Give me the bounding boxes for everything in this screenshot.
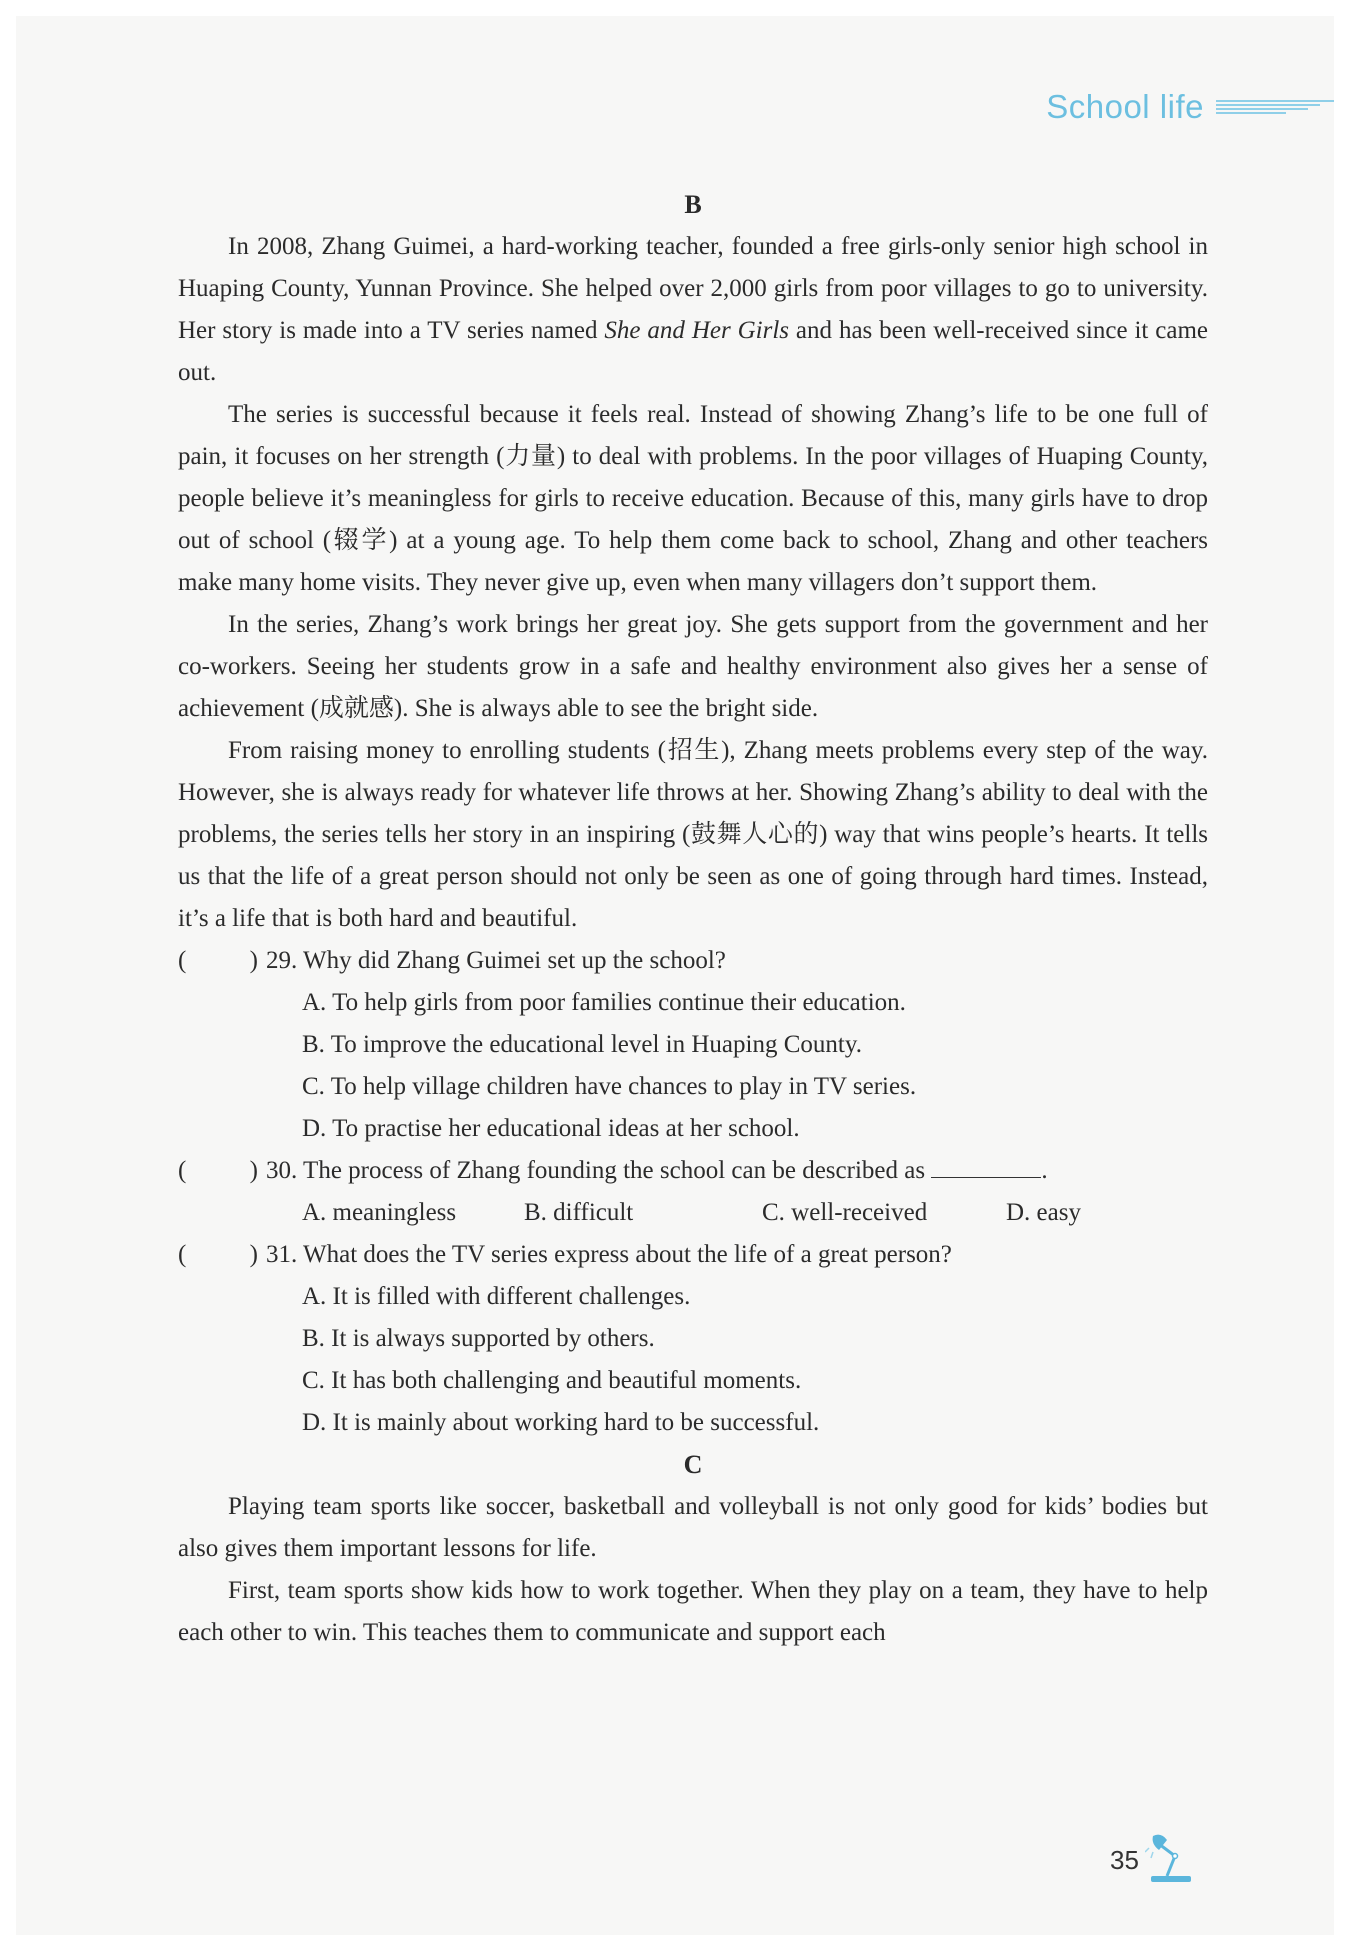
section-b-paragraph-3: In the series, Zhang’s work brings her great joy. She gets support from the government and her co-workers. Seeing her students grow in a safe and healthy environment also gives her a sense of achievement (成就感). She is always able to see the bright side.: [178, 611, 1208, 722]
header-decoration-lines: [1216, 98, 1334, 116]
section-b-paragraph-4: From raising money to enrolling students (招生), Zhang meets problems every step of the way. However, she is always ready for whatever life throws at her. Showing Zhang’s ability to deal with the problems, the series tells her story in an inspiring (鼓舞人心的) way that wins people’s hearts. It tells us that the life of a great person should not only be seen as one of going through hard times. Instead, it’s a life that is both hard and beautiful.: [178, 737, 1208, 932]
q30-options-row: [178, 1192, 1208, 1234]
section-b-paragraph-2: The series is successful because it feels real. Instead of showing Zhang’s life to be one full of pain, it focuses on her strength (力量) to deal with problems. In the poor villages of Huaping County, people believe it’s meaningless for girls to receive education. Because of this, many girls have to drop out of school (辍学) at a young age. To help them come back to school, Zhang and other teachers make many home visits. They never give up, even when many villagers don’t support them.: [178, 401, 1208, 596]
question-29: [178, 940, 1208, 982]
page-footer: [1110, 1830, 1197, 1891]
q30-option-c: C. well-received: [762, 1199, 928, 1226]
question-30: [178, 1150, 1208, 1192]
section-title: School life: [1046, 88, 1204, 125]
fill-in-blank-line[interactable]: [931, 1151, 1041, 1178]
q31-option-d: D. It is mainly about working hard to be successful.: [302, 1409, 820, 1436]
question-30-text: 30. The process of Zhang founding the school can be described as: [266, 1157, 926, 1184]
answer-blank-30[interactable]: ( ): [178, 1157, 258, 1184]
q31-option-b: B. It is always supported by others.: [302, 1325, 655, 1352]
q29-option-c: C. To help village children have chances to play in TV series.: [302, 1073, 917, 1100]
q29-option-a: A. To help girls from poor families continue their education.: [302, 989, 906, 1016]
section-c-heading: C: [683, 1450, 703, 1479]
q31-option-c: C. It has both challenging and beautiful moments.: [302, 1367, 802, 1394]
section-b-heading: B: [684, 190, 702, 219]
question-31-text: 31. What does the TV series express about the life of a great person?: [266, 1241, 952, 1268]
q31-option-a: A. It is filled with different challenges.: [302, 1283, 691, 1310]
section-c-paragraph-2: First, team sports show kids how to work together. When they play on a team, they have to help each other to win. This teaches them to communicate and support each: [178, 1577, 1208, 1646]
page-header: [1046, 88, 1334, 126]
q29-option-d: D. To practise her educational ideas at her school.: [302, 1115, 800, 1142]
q30-option-d: D. easy: [1006, 1199, 1081, 1226]
p1-text-start: In 2008, Zhang Guimei, a hard-working teacher, founded a free girls-only senior high school in Huaping County, Yunnan Province. She helped over 2,000 girls from poor villages to go to university. Her story is made into a TV series named: [178, 233, 1208, 344]
question-29-text: 29. Why did Zhang Guimei set up the school?: [266, 947, 726, 974]
q30-option-b: B. difficult: [524, 1199, 634, 1226]
answer-blank-31[interactable]: ( ): [178, 1241, 258, 1268]
question-30-end-punct: .: [1041, 1157, 1048, 1184]
q29-option-b: B. To improve the educational level in Huaping County.: [302, 1031, 862, 1058]
desk-lamp-icon: [1145, 1830, 1197, 1891]
p1-text-end: and has been well-received since it came out.: [178, 317, 1208, 386]
tv-series-title: She and Her Girls: [604, 317, 790, 344]
section-c-paragraph-1: Playing team sports like soccer, basketball and volleyball is not only good for kids’ bodies but also gives them important lessons for life.: [178, 1493, 1208, 1562]
q30-option-a: A. meaningless: [302, 1199, 457, 1226]
page-number: 35: [1110, 1845, 1139, 1875]
section-b-paragraph-1: [178, 226, 1208, 394]
reading-content: [178, 184, 1208, 1654]
answer-blank-29[interactable]: ( ): [178, 947, 258, 974]
question-31: [178, 1234, 1208, 1276]
